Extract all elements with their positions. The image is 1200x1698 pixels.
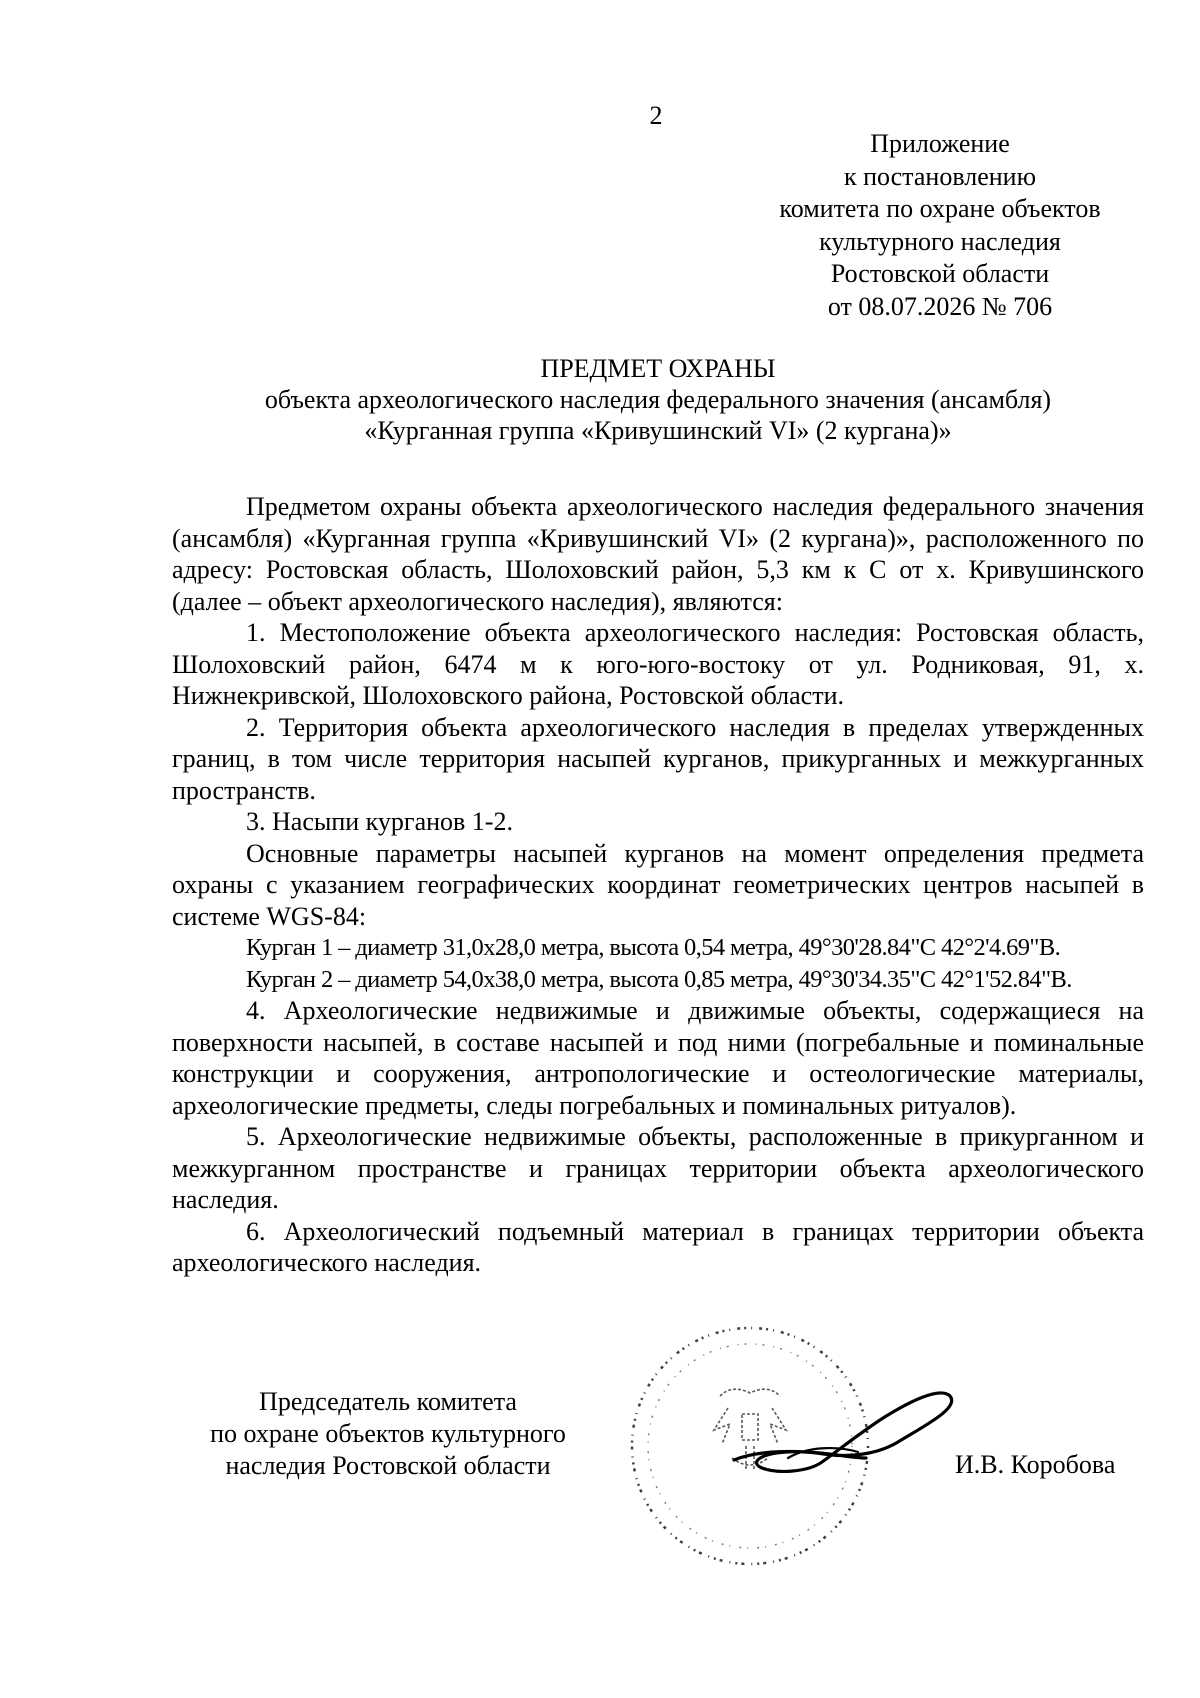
appendix-line: культурного наследия	[819, 226, 1061, 256]
signatory-position-line: по охране объектов культурного	[210, 1419, 566, 1448]
title-subtitle-line: «Курганная группа «Кривушинский VI» (2 кургана)»	[364, 416, 952, 445]
appendix-date-number: от 08.07.2026 № 706	[827, 291, 1053, 321]
kurgan-1-line: Курган 1 – диаметр 31,0х28,0 метра, высота 0,54 метра, 49°30'28.84"С 42°2'4.69"В.	[246, 934, 1061, 961]
title-subtitle-line: объекта археологического наследия федерального значения (ансамбля)	[264, 385, 1052, 414]
appendix-block	[760, 128, 1120, 323]
item-immovable-objects: 5. Археологические недвижимые объекты, расположенные в прикурганном и межкурганном пространстве и границах территории объекта археологического наследия.	[172, 1122, 1144, 1214]
item-territory: 2. Территория объекта археологического наследия в пределах утвержденных границ, в том числе территория насыпей курганов, прикурганных и межкурганных пространств.	[172, 712, 1144, 805]
item-location: 1. Местоположение объекта археологического наследия: Ростовская область, Шолоховский район, 6474 м к юго-юго-востоку от ул. Родниковая, 91, х. Нижнекривской, Шолоховского района, Ростовской области.	[172, 618, 1144, 710]
item-archaeological-objects: 4. Археологические недвижимые и движимые объекты, содержащиеся на поверхности насыпей, в составе насыпей и под ними (погребальные и поминальные конструкции и сооружения, антропологические и остеологические материалы, археологические предметы, следы погребальных и поминальных ритуалов).	[172, 996, 1144, 1120]
appendix-line: Приложение	[870, 129, 1010, 158]
document-title	[172, 353, 1144, 446]
intro-paragraph: Предметом охраны объекта археологического наследия федерального значения (ансамбля) «Курганная группа «Кривушинский VI» (2 кургана)», расположенного по адресу: Ростовская область, Шолоховский район, 5,3 км к С от х. Кривушинского (далее – объект археологического наследия), являются:	[172, 492, 1144, 616]
item-mounds: 3. Насыпи курганов 1-2.	[246, 807, 513, 836]
appendix-line: к постановлению	[843, 161, 1037, 191]
title-heading: ПРЕДМЕТ ОХРАНЫ	[540, 354, 776, 383]
signatory-position-line: Председатель комитета	[259, 1387, 517, 1416]
item-surface-material: 6. Археологический подъемный материал в границах территории объекта археологического наследия.	[172, 1216, 1144, 1277]
document-body	[172, 491, 1144, 1279]
page-number: 2	[649, 101, 663, 130]
parameters-paragraph: Основные параметры насыпей курганов на момент определения предмета охраны с указанием географических координат геометрических центров насыпей в системе WGS-84:	[172, 838, 1144, 931]
kurgan-2-line: Курган 2 – диаметр 54,0х38,0 метра, высота 0,85 метра, 49°30'34.35"С 42°1'52.84"В.	[246, 965, 1072, 993]
signatory-position	[188, 1386, 588, 1482]
handwritten-signature	[728, 1388, 960, 1476]
appendix-line: комитета по охране объектов	[779, 194, 1101, 223]
appendix-line: Ростовской области	[830, 259, 1050, 288]
signatory-position-line: наследия Ростовской области	[225, 1451, 551, 1480]
signatory-name: И.В. Коробова	[955, 1450, 1116, 1479]
